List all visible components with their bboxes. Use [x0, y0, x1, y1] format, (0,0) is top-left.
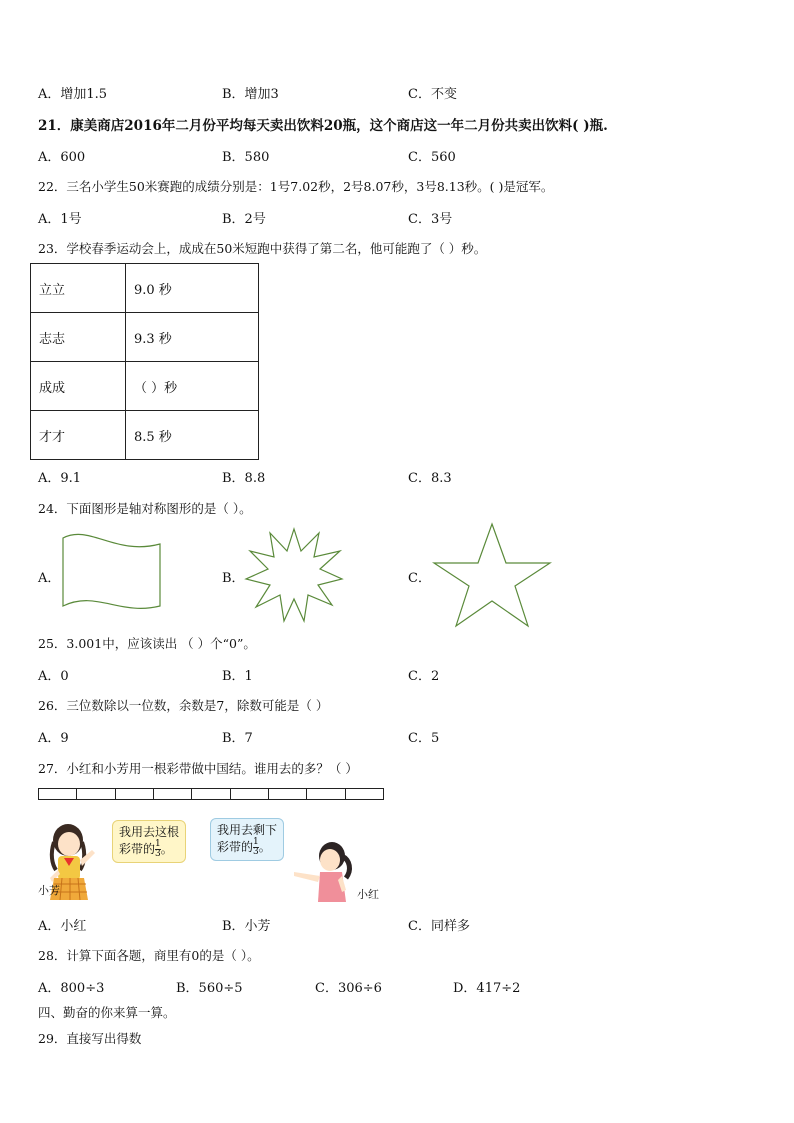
q24-option-c: C．	[408, 571, 431, 586]
table-cell-name: 成成	[31, 362, 126, 411]
q27-option-a: A．小红	[38, 919, 87, 934]
table-cell-time: （ ）秒	[126, 362, 259, 411]
table-row	[31, 362, 259, 411]
q21-question: 21．康美商店2016年二月份平均每天卖出饮料20瓶，这个商店这一年二月份共卖出饮料( )瓶.	[38, 118, 608, 134]
q22-option-c: C．3号	[408, 212, 453, 227]
girl-xiaohong-illustration	[290, 838, 356, 904]
table-row	[31, 313, 259, 362]
q28-option-a: A．800÷3	[38, 981, 105, 996]
q27-option-c: C．同样多	[408, 919, 470, 934]
bubble-period: 。	[160, 842, 173, 856]
q25-option-a: A．0	[38, 669, 69, 684]
q23-option-c: C．8.3	[408, 471, 452, 486]
q20-option-b: B．增加3	[222, 87, 279, 102]
wavy-flag-shape	[60, 532, 164, 612]
q24-question: 24．下面图形是轴对称图形的是（ ）。	[38, 501, 252, 516]
q24-option-a: A．	[38, 571, 61, 586]
q21-option-b: B．580	[222, 150, 270, 165]
q24-option-b: B．	[222, 571, 245, 586]
q27-question: 27．小红和小芳用一根彩带做中国结。谁用去的多？（ ）	[38, 761, 358, 776]
xiaofang-speech-bubble	[112, 820, 186, 863]
bubble-line-2: 彩带的	[217, 840, 254, 854]
table-cell-name: 志志	[31, 313, 126, 362]
xiaohong-speech-bubble	[210, 818, 284, 861]
q21-option-c: C．560	[408, 150, 456, 165]
table-row	[31, 264, 259, 313]
bubble-period: 。	[258, 840, 271, 854]
q21-option-a: A．600	[38, 150, 86, 165]
q28-option-b: B．560÷5	[176, 981, 243, 996]
one-third-fraction: $\frac{1}{3}$	[253, 837, 259, 857]
q22-option-b: B．2号	[222, 212, 266, 227]
xiaofang-label: 小芳	[38, 884, 60, 897]
q25-option-c: C．2	[408, 669, 440, 684]
q26-option-c: C．5	[408, 731, 440, 746]
q23-option-b: B．8.8	[222, 471, 266, 486]
ribbon-diagram	[38, 788, 384, 800]
bubble-line-2: 彩带的	[119, 842, 156, 856]
table-cell-time: 9.3 秒	[126, 313, 259, 362]
table-cell-time: 9.0 秒	[126, 264, 259, 313]
bubble-line-1: 我用去剩下	[217, 823, 278, 837]
table-row	[31, 411, 259, 460]
q22-option-a: A．1号	[38, 212, 82, 227]
q29-question: 29．直接写出得数	[38, 1031, 142, 1046]
q20-option-a: A．增加1.5	[38, 87, 108, 102]
q26-question: 26．三位数除以一位数，余数是7，除数可能是（ ）	[38, 698, 329, 713]
q20-option-c: C．不变	[408, 87, 457, 102]
q25-option-b: B．1	[222, 669, 253, 684]
q27-option-b: B．小芳	[222, 919, 271, 934]
table-cell-time: 8.5 秒	[126, 411, 259, 460]
q28-question: 28．计算下面各题，商里有0的是（ ）。	[38, 948, 260, 963]
q22-question: 22．三名小学生50米赛跑的成绩分别是：1号7.02秒，2号8.07秒，3号8.13秒。( )是冠军。	[38, 179, 554, 194]
section-4-heading: 四、勤奋的你来算一算。	[38, 1005, 176, 1020]
q26-option-b: B．7	[222, 731, 253, 746]
q26-option-a: A．9	[38, 731, 69, 746]
q23-results-table	[30, 263, 259, 460]
q25-question: 25．3.001中，应该读出 （ ）个“0”。	[38, 636, 256, 651]
q28-option-c: C．306÷6	[315, 981, 382, 996]
q23-option-a: A．9.1	[38, 471, 82, 486]
one-third-fraction: $\frac{1}{3}$	[155, 839, 161, 859]
table-cell-name: 立立	[31, 264, 126, 313]
burst-shape	[244, 527, 344, 623]
q28-option-d: D．417÷2	[453, 981, 521, 996]
xiaohong-label: 小红	[357, 888, 379, 901]
q23-question: 23．学校春季运动会上，成成在50米短跑中获得了第二名，他可能跑了（ ）秒。	[38, 241, 487, 256]
star-shape	[430, 522, 554, 628]
table-cell-name: 才才	[31, 411, 126, 460]
bubble-line-1: 我用去这根	[119, 825, 180, 839]
